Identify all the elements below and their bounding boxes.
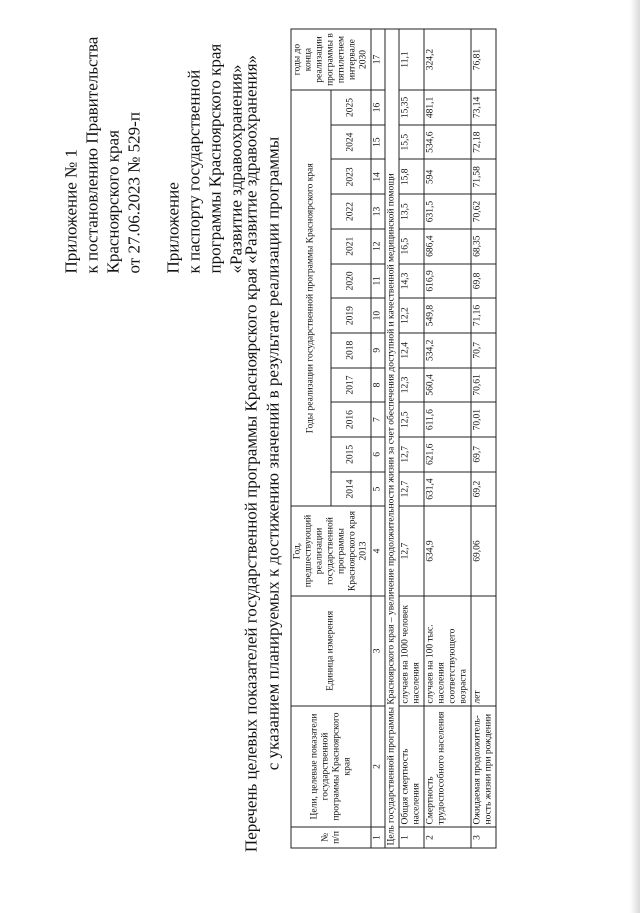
year-cell: 2014 (331, 471, 371, 506)
row-value: 70,7 (471, 332, 496, 367)
header-base-year: Год, предшествующий реализации государственной программы Красноярского края 2013 (291, 506, 371, 595)
row-value: 16,5 (399, 228, 424, 263)
numbering-row (371, 29, 385, 848)
row-value: 534,2 (424, 332, 471, 367)
year-cell: 2022 (331, 194, 371, 229)
table-row (399, 29, 424, 848)
row-value: 594 (424, 159, 471, 194)
appendix2-line: «Развитие здравоохранения» (226, 64, 245, 273)
numbering-cell: 13 (371, 194, 385, 229)
appendix-header (60, 13, 246, 273)
goal-text: Цель государственной программы Красноярского края – увеличение продолжительности жизни за счет обеспечения доступной и качественной медицинской помощи (385, 29, 399, 848)
document-title (240, 53, 284, 853)
row-value: 72,18 (471, 124, 496, 159)
row-indicator: Ожидаемая продолжитель-ность жизни при рождении (471, 706, 496, 827)
row-value: 12,2 (399, 298, 424, 333)
row-value: 70,01 (471, 402, 496, 437)
row-value: 621,6 (424, 436, 471, 471)
indicators-table (290, 28, 496, 848)
appendix2-line: программы Красноярского края (205, 43, 224, 273)
row-value: 15,8 (399, 159, 424, 194)
header-num: № п/п (291, 826, 371, 847)
row-value: 15,35 (399, 90, 424, 125)
row-end: 11,1 (399, 29, 424, 90)
row-indicator: Общая смертность населения (399, 706, 424, 827)
numbering-cell: 14 (371, 159, 385, 194)
title-line-1: Перечень целевых показателей государственной программы Красноярского края «Развитие здравоохранения» (241, 54, 260, 852)
numbering-cell: 8 (371, 367, 385, 402)
row-value: 12,4 (399, 332, 424, 367)
row-value: 611,6 (424, 402, 471, 437)
row-value: 631,4 (424, 471, 471, 506)
row-unit: случаев на 1000 человек населения (399, 595, 424, 705)
row-value: 12,7 (399, 436, 424, 471)
appendix-line: Красноярского края (103, 129, 122, 273)
row-value: 71,58 (471, 159, 496, 194)
numbering-cell: 16 (371, 90, 385, 125)
row-value: 12,7 (399, 471, 424, 506)
year-cell: 2024 (331, 124, 371, 159)
numbering-cell: 5 (371, 471, 385, 506)
row-value: 69,8 (471, 263, 496, 298)
appendix-title: Приложение № 1 (61, 148, 80, 273)
row-value: 71,16 (471, 298, 496, 333)
row-value: 549,8 (424, 298, 471, 333)
numbering-cell: 3 (371, 595, 385, 705)
row-unit: случаев на 100 тыс. населения соответствующего возраста (424, 595, 471, 705)
numbering-cell: 10 (371, 298, 385, 333)
row-value: 560,4 (424, 367, 471, 402)
year-cell: 2018 (331, 332, 371, 367)
row-value: 534,6 (424, 124, 471, 159)
row-value: 686,4 (424, 228, 471, 263)
header-years-group: Годы реализации государственной программы Красноярского края (291, 90, 331, 506)
numbering-cell: 2 (371, 706, 385, 827)
row-value: 12,3 (399, 367, 424, 402)
numbering-cell: 17 (371, 29, 385, 90)
row-value: 73,14 (471, 90, 496, 125)
year-cell: 2015 (331, 436, 371, 471)
row-value: 631,5 (424, 194, 471, 229)
year-cell: 2023 (331, 159, 371, 194)
numbering-cell: 15 (371, 124, 385, 159)
row-value: 13,5 (399, 194, 424, 229)
header-end: годы до конца реализации программы в пятилетнем интервале 2030 (291, 29, 371, 90)
row-indicator: Смертность трудоспособного населения (424, 706, 471, 827)
numbering-cell: 9 (371, 332, 385, 367)
year-cell: 2019 (331, 298, 371, 333)
row-value: 15,5 (399, 124, 424, 159)
numbering-cell: 7 (371, 402, 385, 437)
year-cell: 2016 (331, 402, 371, 437)
numbering-cell: 4 (371, 506, 385, 595)
row-num: 3 (471, 826, 496, 847)
year-cell: 2021 (331, 228, 371, 263)
appendix2-line: к паспорту государственной (184, 69, 203, 273)
table-row (424, 29, 471, 848)
row-value: 14,3 (399, 263, 424, 298)
numbering-cell: 1 (371, 826, 385, 847)
row-base: 12,7 (399, 506, 424, 595)
year-cell: 2017 (331, 367, 371, 402)
appendix-line: к постановлению Правительства (82, 36, 101, 273)
table-row (471, 29, 496, 848)
row-value: 68,35 (471, 228, 496, 263)
row-value: 12,5 (399, 402, 424, 437)
row-value: 481,1 (424, 90, 471, 125)
row-num: 2 (424, 826, 471, 847)
numbering-cell: 11 (371, 263, 385, 298)
year-cell: 2025 (331, 90, 371, 125)
row-unit: лет (471, 595, 496, 705)
header-unit: Единица измерения (291, 595, 371, 705)
appendix-line: от 27.06.2023 № 529-п (124, 111, 143, 273)
scan-shadow-edge (630, 0, 640, 913)
row-num: 1 (399, 826, 424, 847)
row-value: 70,62 (471, 194, 496, 229)
row-value: 70,61 (471, 367, 496, 402)
goal-row (385, 29, 399, 848)
row-value: 69,7 (471, 436, 496, 471)
numbering-cell: 12 (371, 228, 385, 263)
numbering-cell: 6 (371, 436, 385, 471)
year-cell: 2020 (331, 263, 371, 298)
header-goal: Цели, целевые показатели государственной программы Красноярского края (291, 706, 371, 827)
row-base: 69,06 (471, 506, 496, 595)
table-header-row (291, 29, 331, 848)
appendix2-title: Приложение (163, 181, 182, 273)
row-end: 76,81 (471, 29, 496, 90)
row-value: 616,9 (424, 263, 471, 298)
row-base: 634,9 (424, 506, 471, 595)
title-line-2: с указанием планируемых к достижению значений в результате реализации программы (263, 136, 282, 770)
row-end: 324,2 (424, 29, 471, 90)
row-value: 69,2 (471, 471, 496, 506)
